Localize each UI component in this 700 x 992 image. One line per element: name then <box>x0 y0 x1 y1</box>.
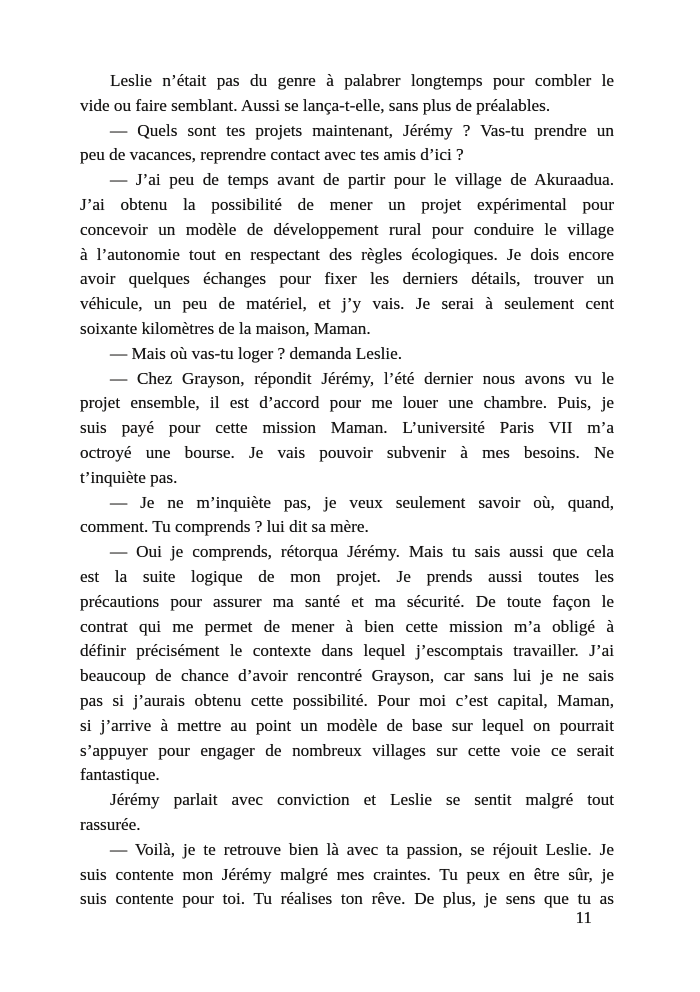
text-line: t’inquiète pas. <box>80 467 178 487</box>
text-line: concevoir un modèle de développement rural pour conduire le village <box>80 219 614 239</box>
text-line: définir précisément le contexte dans lequel j’escomptais travailler. J’ai <box>80 641 614 661</box>
text-line: rassurée. <box>80 814 141 834</box>
text-line: comment. Tu comprends ? lui dit sa mère. <box>80 517 369 537</box>
paragraph <box>80 838 614 912</box>
text-line: octroyé une bourse. Je vais pouvoir subvenir à mes besoins. Ne <box>80 442 614 462</box>
text-line: — Voilà, je te retrouve bien là avec ta passion, se réjouit Leslie. Je <box>110 839 614 859</box>
text-line: — Chez Grayson, répondit Jérémy, l’été dernier nous avons vu le <box>110 368 614 388</box>
text-line: suis contente mon Jérémy malgré mes craintes. Tu peux en être sûr, je <box>80 864 614 884</box>
text-line: suis contente pour toi. Tu réalises ton rêve. De plus, je sens que tu as <box>80 889 614 909</box>
text-line: — Je ne m’inquiète pas, je veux seulement savoir où, quand, <box>110 492 614 512</box>
text-line: Jérémy parlait avec conviction et Leslie se sentit malgré tout <box>110 790 614 810</box>
paragraph <box>80 491 614 541</box>
text-line: si j’arrive à mettre au point un modèle de base sur lequel on pourrait <box>80 715 614 735</box>
text-line: projet ensemble, il est d’accord pour me louer une chambre. Puis, je <box>80 393 614 413</box>
text-line: — J’ai peu de temps avant de partir pour le village de Akuraadua. <box>110 170 614 190</box>
text-line: véhicule, un peu de matériel, et j’y vais. Je serai à seulement cent <box>80 294 614 314</box>
text-line: Leslie n’était pas du genre à palabrer longtemps pour combler le <box>110 71 614 90</box>
text-line: pas si j’aurais obtenu cette possibilité. Pour moi c’est capital, Maman, <box>80 690 614 710</box>
text-line: — Oui je comprends, rétorqua Jérémy. Mais tu sais aussi que cela <box>110 542 614 562</box>
text-line: s’appuyer pour engager de nombreux villages sur cette voie ce serait <box>80 740 614 760</box>
text-line: avoir quelques échanges pour fixer les derniers détails, trouver un <box>80 269 614 289</box>
text-line: — Quels sont tes projets maintenant, Jérémy ? Vas-tu prendre un <box>110 120 614 140</box>
text-line: peu de vacances, reprendre contact avec tes amis d’ici ? <box>80 145 464 165</box>
text-line: suis payé pour cette mission Maman. L’université Paris VII m’a <box>80 418 614 438</box>
text-line: fantastique. <box>80 765 160 785</box>
text-line: contrat qui me permet de mener à bien cette mission m’a obligé à <box>80 616 614 636</box>
text-line: J’ai obtenu la possibilité de mener un projet expérimental pour <box>80 194 614 214</box>
text-line: soixante kilomètres de la maison, Maman. <box>80 318 371 338</box>
paragraph <box>80 540 614 788</box>
text-line: précautions pour assurer ma santé et ma sécurité. De toute façon le <box>80 591 614 611</box>
text-line: à l’autonomie tout en respectant des règles écologiques. Je dois encore <box>80 244 614 264</box>
text-line: beaucoup de chance d’avoir rencontré Grayson, car sans lui je ne sais <box>80 666 614 686</box>
paragraph <box>80 119 614 169</box>
page-number: 11 <box>575 908 592 927</box>
text-line: vide ou faire semblant. Aussi se lança-t-elle, sans plus de préalables. <box>80 95 551 115</box>
paragraph <box>80 69 614 119</box>
paragraph <box>80 168 614 342</box>
text-line: est la suite logique de mon projet. Je prends aussi toutes les <box>80 566 614 586</box>
paragraph <box>80 342 614 367</box>
text-line: — Mais où vas-tu loger ? demanda Leslie. <box>110 343 403 363</box>
paragraph <box>80 367 614 491</box>
page-text-block <box>80 69 614 912</box>
paragraph <box>80 788 614 838</box>
